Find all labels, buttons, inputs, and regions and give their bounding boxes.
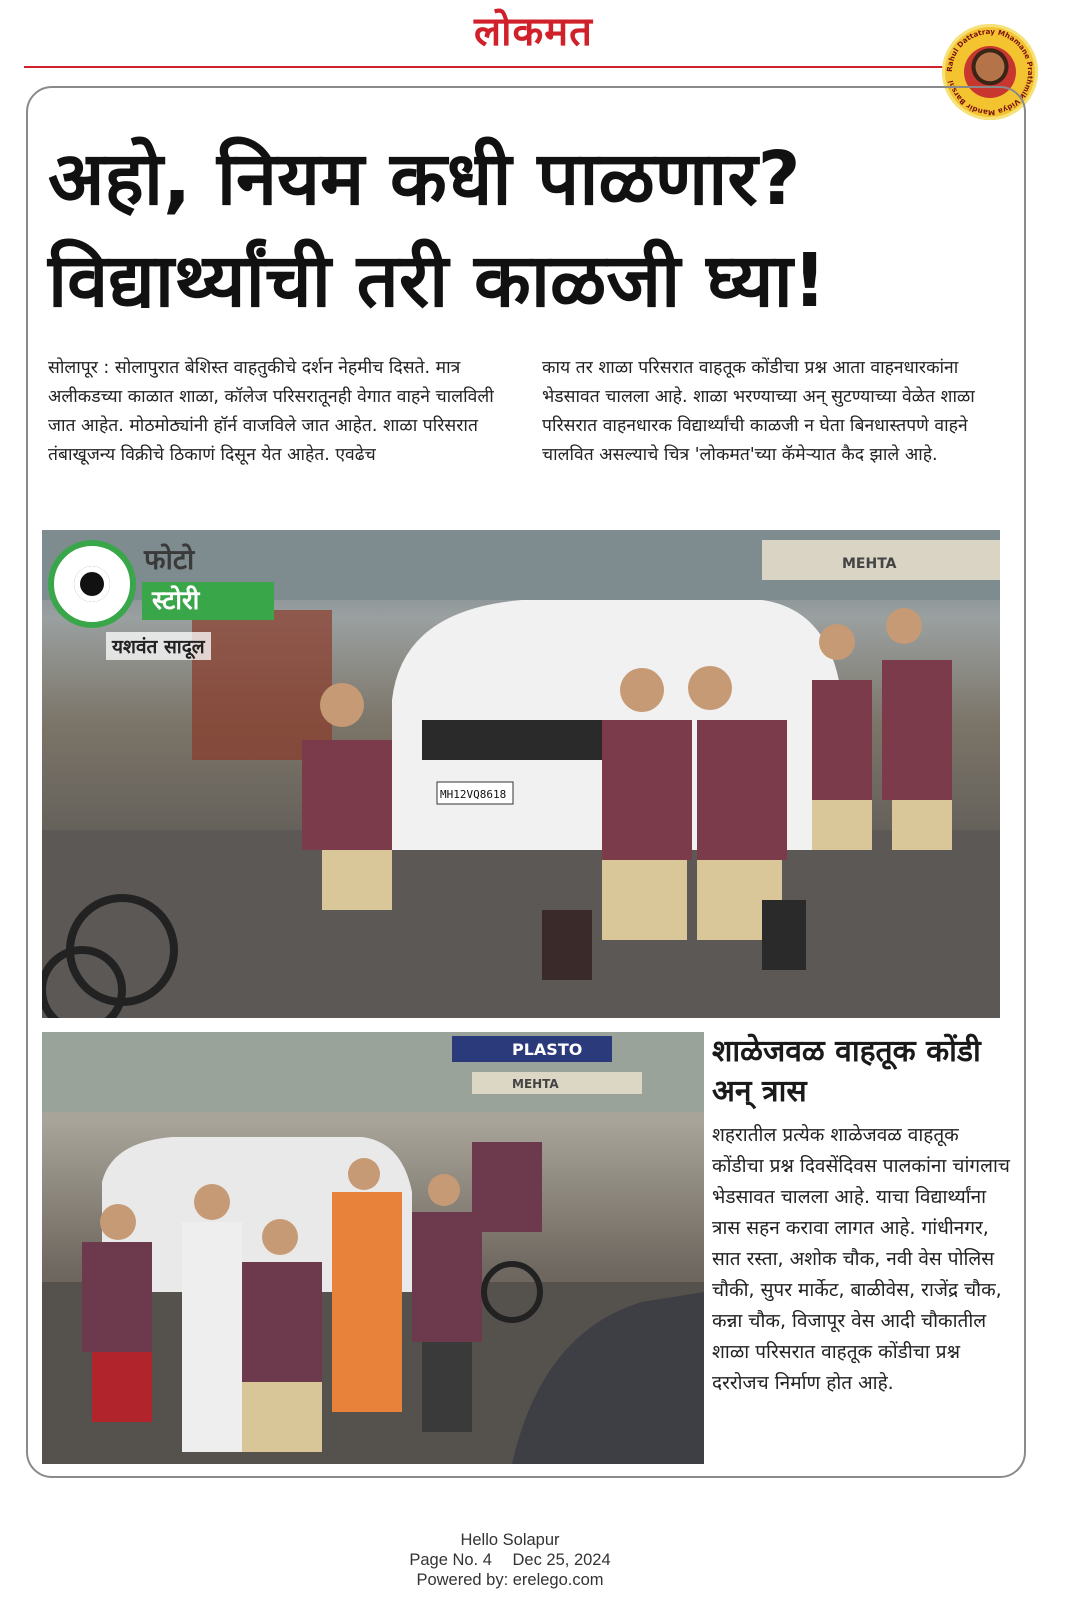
footer-powered-by[interactable]: Powered by: erelego.com bbox=[416, 1571, 604, 1589]
footer-page-line bbox=[330, 1550, 690, 1570]
photo-credit: यशवंत सादूल bbox=[106, 632, 211, 660]
photo-tag-word-1: फोटो bbox=[144, 543, 195, 576]
footer-date: Dec 25, 2024 bbox=[512, 1551, 611, 1569]
photo-2-banner: PLASTO bbox=[512, 1040, 583, 1059]
headline-line-1: अहो, नियम कधी पाळणार? bbox=[48, 136, 801, 222]
badge-ring-text: Rahul Dattatray Mhamane Prathmik Vidya Mandir Barshi bbox=[944, 26, 1036, 118]
photo-2-illustration bbox=[42, 1032, 704, 1464]
photo-students-crossing bbox=[42, 530, 1000, 1018]
number-plate: MH12VQ8618 bbox=[440, 788, 507, 801]
page-footer bbox=[330, 1530, 690, 1590]
photo-1-shop-sign: MEHTA bbox=[842, 556, 897, 572]
footer-source: Hello Solapur bbox=[460, 1531, 560, 1549]
newspaper-masthead: लोकमत bbox=[474, 8, 593, 55]
headline-line-2: विद्यार्थ्यांची तरी काळजी घ्या! bbox=[48, 238, 827, 324]
photo-2-shop-sign: MEHTA bbox=[512, 1077, 559, 1091]
camera-lens-icon bbox=[48, 540, 136, 628]
article-body-left: सोलापूर : सोलापुरात बेशिस्त वाहतुकीचे दर्शन नेहमीच दिसते. मात्र अलीकडच्या काळात शाळा, कॉलेज परिसरातूनही वेगात वाहने चालविली जात आहेत. मोठमोठ्यांनी हॉर्न वाजविले जात आहेत. शाळा परिसरात तंबाखूजन्य विक्रीचे ठिकाणं दिसून येत आहेत. एवढेच bbox=[48, 358, 494, 465]
footer-page-number: Page No. 4 bbox=[409, 1551, 492, 1569]
photo-traffic-near-school bbox=[42, 1032, 704, 1464]
photo-story-tag bbox=[48, 540, 274, 660]
sidebar-heading: शाळेजवळ वाहतूक कोंडी अन् त्रास bbox=[712, 1034, 981, 1109]
photo-tag-word-2: स्टोरी bbox=[142, 582, 274, 620]
masthead-rule bbox=[24, 66, 1024, 68]
sidebar-body: शहरातील प्रत्येक शाळेजवळ वाहतूक कोंडीचा प्रश्न दिवसेंदिवस पालकांना चांगलाच भेडसावत चालला आहे. याचा विद्यार्थ्यांना त्रास सहन करावा लागत आहे. गांधीनगर, सात रस्ता, अशोक चौक, नवी वेस पोलिस चौकी, सुपर मार्केट, बाळीवेस, राजेंद्र चौक, कन्ना चौक, विजापूर वेस आदी चौकातील शाळा परिसरात वाहतूक कोंडीचा प्रश्न दररोजच निर्माण होत आहे. bbox=[712, 1124, 1010, 1394]
article-headline bbox=[48, 128, 1008, 332]
article-body-right: काय तर शाळा परिसरात वाहतूक कोंडीचा प्रश्न आता वाहनधारकांना भेडसावत चालला आहे. शाळा भरण्याच्या अन् सुटण्याच्या वेळेत शाळा परिसरात वाहनधारक विद्यार्थ्यांची काळजी न घेता बिनधास्तपणे वाहने चालवित असल्याचे चित्र 'लोकमत'च्या कॅमेऱ्यात कैद झाले आहे. bbox=[542, 358, 975, 465]
